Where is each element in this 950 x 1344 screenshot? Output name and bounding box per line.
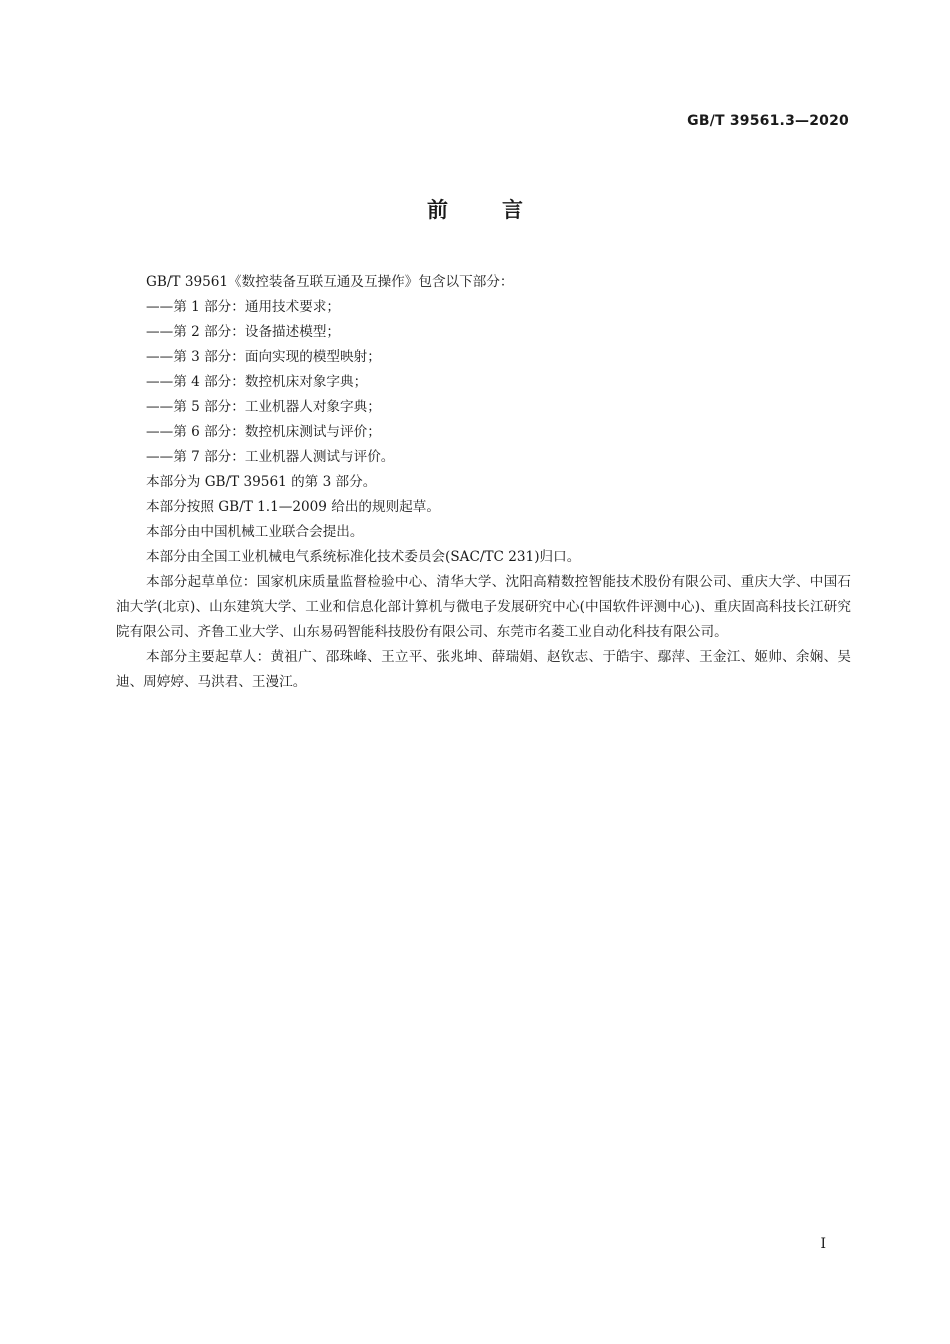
paragraph-jurisdiction: 本部分由全国工业机械电气系统标准化技术委员会(SAC/TC 231)归口。 — [146, 549, 581, 565]
page-title: 前言 — [427, 198, 577, 222]
paragraph-part-statement: 本部分为 GB/T 39561 的第 3 部分。 — [146, 474, 377, 490]
list-item-part-1: ——第 1 部分：通用技术要求； — [146, 299, 341, 315]
paragraph-intro: GB/T 39561《数控装备互联互通及互操作》包含以下部分： — [146, 274, 514, 290]
list-item-part-3: ——第 3 部分：面向实现的模型映射； — [146, 349, 381, 365]
list-item-part-7: ——第 7 部分：工业机器人测试与评价。 — [146, 449, 395, 465]
list-item-part-2: ——第 2 部分：设备描述模型； — [146, 324, 341, 340]
paragraph-proposer: 本部分由中国机械工业联合会提出。 — [146, 524, 364, 540]
list-item-part-5: ——第 5 部分：工业机器人对象字典； — [146, 399, 381, 415]
paragraph-drafting-units: 本部分起草单位：国家机床质量监督检验中心、清华大学、沈阳高精数控智能技术股份有限公司、重庆大学、中国石油大学(北京)、山东建筑大学、工业和信息化部计算机与微电子发展研究中心(中国软件评测中心)、重庆固高科技长江研究院有限公司、齐鲁工业大学、山东易码智能科技股份有限公司、东莞市名菱工业自动化科技有限公司。 — [116, 574, 851, 640]
standard-code: GB/T 39561.3—2020 — [687, 113, 849, 129]
list-item-part-4: ——第 4 部分：数控机床对象字典； — [146, 374, 368, 390]
page-number: I — [820, 1236, 826, 1252]
list-item-part-6: ——第 6 部分：数控机床测试与评价； — [146, 424, 381, 440]
paragraph-drafting-rules: 本部分按照 GB/T 1.1—2009 给出的规则起草。 — [146, 499, 440, 515]
paragraph-drafters: 本部分主要起草人：黄祖广、邵珠峰、王立平、张兆坤、薛瑞娟、赵钦志、于皓宇、鄢萍、王金江、姬帅、余娴、吴迪、周婷婷、马洪君、王漫江。 — [116, 649, 851, 690]
foreword-body — [116, 270, 851, 695]
